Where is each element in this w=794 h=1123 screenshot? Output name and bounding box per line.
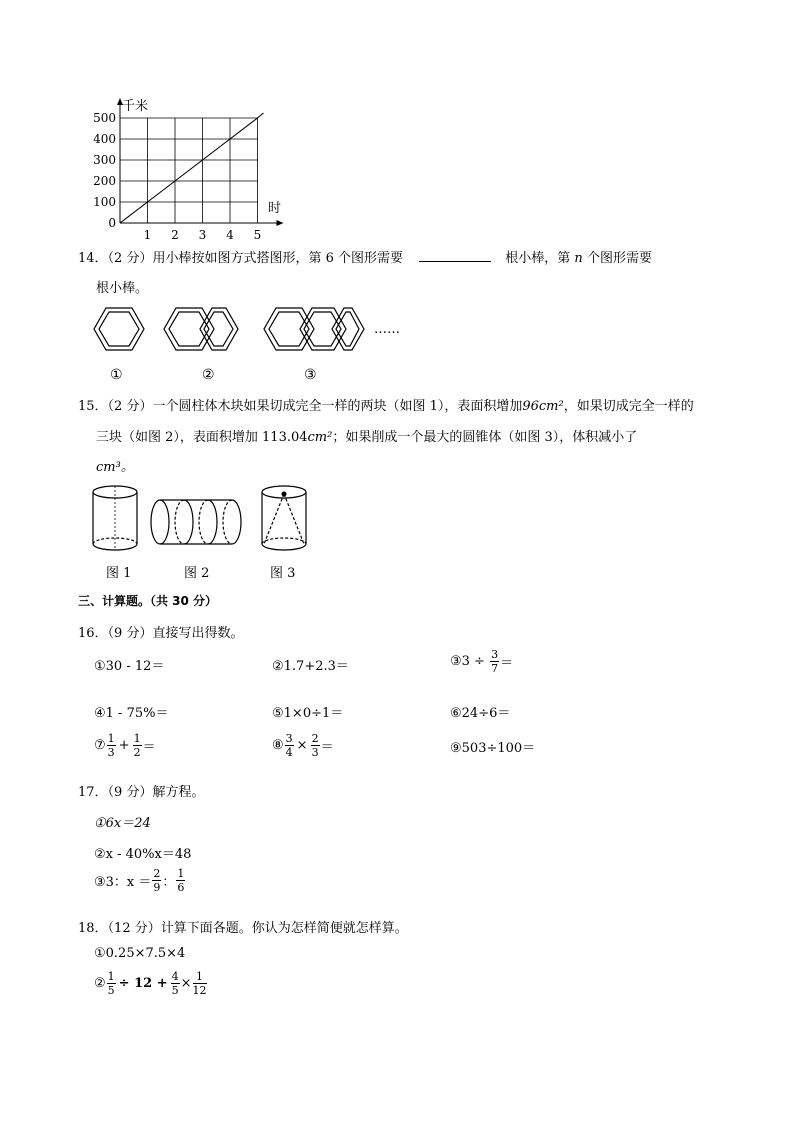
hexagon-figure-1: [94, 308, 144, 350]
q14-answer-blank[interactable]: [419, 249, 491, 262]
y-tick-label: 400: [93, 132, 116, 146]
q14-text-b: 根小棒，第: [505, 251, 571, 266]
y-tick-label: 100: [93, 195, 116, 209]
y-tick-label: 500: [93, 111, 116, 125]
q16-item-3: [450, 649, 513, 674]
graph-series: [120, 113, 264, 223]
q18-calc-1: ①0.25×7.5×4: [94, 946, 186, 961]
hexagon-figure-2: [164, 308, 238, 350]
q16-item-5: ⑤1×0÷1＝: [272, 706, 344, 721]
q15-fig-label-1: 图 1: [106, 566, 132, 581]
q18-calc-2: [94, 971, 208, 996]
section3-heading: 三、计算题。（共 30 分）: [78, 594, 218, 608]
q15-area1: 96cm²: [522, 399, 564, 414]
graph-y-ticks: [93, 111, 116, 230]
q16-item-8-pre: ⑧: [272, 738, 284, 753]
q17-eq-3: [94, 868, 186, 893]
q18-calc-2-frac1: $\frac{1}{5}$: [107, 970, 115, 997]
x-tick-label: 4: [226, 228, 234, 241]
q14-ellipsis: ……: [374, 322, 400, 337]
q14-label-3: ③: [304, 367, 317, 383]
q18-calc-2-pre: ②: [94, 976, 106, 991]
cylinder-figures: [88, 480, 328, 564]
q16-item-2: ②1.7+2.3＝: [272, 659, 349, 674]
y-tick-label: 0: [108, 216, 116, 230]
graph-x-ticks: [144, 228, 262, 241]
q14-var-n: n: [574, 251, 583, 266]
q15-text-1a: 15．（2 分）一个圆柱体木块如果切成完全一样的两块（如图 1），表面积增加: [78, 399, 523, 414]
x-tick-label: 2: [171, 228, 179, 241]
q16-item-4: ④1 - 75%＝: [94, 706, 169, 721]
q15-line2: [96, 426, 637, 445]
graph-y-unit: 千米: [122, 99, 149, 114]
q18-calc-2-op: ×: [180, 976, 192, 991]
y-tick-label: 300: [93, 153, 116, 167]
distance-time-graph: [88, 96, 298, 241]
q17-eq-3-frac2: $\frac{1}{6}$: [177, 867, 185, 894]
q17-title: 17．（9 分）解方程。: [78, 785, 205, 800]
q16-item-8-frac2: $\frac{2}{3}$: [311, 732, 319, 759]
q16-item-8-frac1: $\frac{3}{4}$: [285, 732, 293, 759]
q16-item-9: ⑨503÷100＝: [450, 741, 536, 756]
cylinder-figure-1: [93, 486, 137, 550]
y-tick-label: 200: [93, 174, 116, 188]
q15-text-2a: 三块（如图 2），表面积增加 113.04: [96, 430, 308, 445]
q18-calc-2-mid: ÷ 12 +: [118, 976, 168, 991]
q16-item-3-fraction: $\frac{3}{7}$: [491, 648, 499, 675]
q15-fig-label-2: 图 2: [184, 566, 210, 581]
q17-eq-3-pre: ③3：x ＝: [94, 875, 152, 890]
q16-item-7: [94, 733, 156, 758]
q15-line3: [96, 456, 134, 475]
graph-x-unit: 时: [268, 201, 282, 216]
q14-label-2: ②: [202, 367, 215, 383]
q15-unit3: cm³。: [96, 460, 134, 475]
q16-item-7-pre: ⑦: [94, 738, 106, 753]
q16-item-3-post: ＝: [500, 656, 514, 671]
q15-text-2b: ；如果削成一个最大的圆锥体（如图 3），体积减小了: [332, 430, 638, 445]
x-tick-label: 3: [198, 228, 207, 241]
q15-text-1b: ，如果切成完全一样的: [563, 399, 694, 414]
q17-eq-3-colon: ：: [162, 875, 176, 890]
q16-title: 16．（9 分）直接写出得数。: [78, 626, 244, 641]
q18-title: 18．（12 分）计算下面各题。你认为怎样简便就怎样算。: [78, 921, 408, 936]
q16-item-7-op: +: [118, 738, 130, 753]
q14-text-c: 个图形需要: [586, 251, 652, 266]
cylinder-figure-2: [151, 500, 241, 544]
q18-calc-2-frac3: $\frac{1}{12}$: [192, 970, 207, 997]
q18-calc-2-frac2: $\frac{4}{5}$: [171, 970, 179, 997]
hexagon-figures: [90, 300, 420, 390]
q14-line1: [78, 247, 652, 266]
q17-eq-1: ①6x＝24: [94, 816, 151, 831]
q14-text-a: 14．（2 分）用小棒按如图方式搭图形，第 6 个图形需要: [78, 251, 403, 266]
q16-item-8-op: ×: [296, 738, 308, 753]
q16-item-7-frac2: $\frac{1}{2}$: [133, 732, 141, 759]
series-line: [120, 113, 264, 223]
q14-label-1: ①: [110, 367, 123, 383]
x-tick-label: 5: [253, 228, 262, 241]
q15-unit2: cm²: [307, 430, 333, 445]
q16-item-7-post: ＝: [142, 740, 156, 755]
x-axis-arrow: [277, 220, 284, 226]
q16-item-8: [272, 733, 334, 758]
q15-fig-label-3: 图 3: [270, 566, 296, 581]
q16-item-8-post: ＝: [320, 740, 334, 755]
q16-item-6: ⑥24÷6＝: [450, 706, 511, 721]
q17-eq-2: ②x - 40%x＝48: [94, 847, 192, 862]
x-tick-label: 1: [143, 228, 152, 241]
q16-item-1: ①30 - 12＝: [94, 659, 165, 674]
q14-line2: 根小棒。: [96, 281, 149, 296]
q15-line1: [78, 395, 694, 414]
q16-item-3-pre: ③3 ÷: [450, 654, 485, 669]
q16-item-7-frac1: $\frac{1}{3}$: [107, 732, 115, 759]
hexagon-figure-3: [264, 308, 364, 350]
q17-eq-3-frac1: $\frac{2}{9}$: [153, 867, 161, 894]
